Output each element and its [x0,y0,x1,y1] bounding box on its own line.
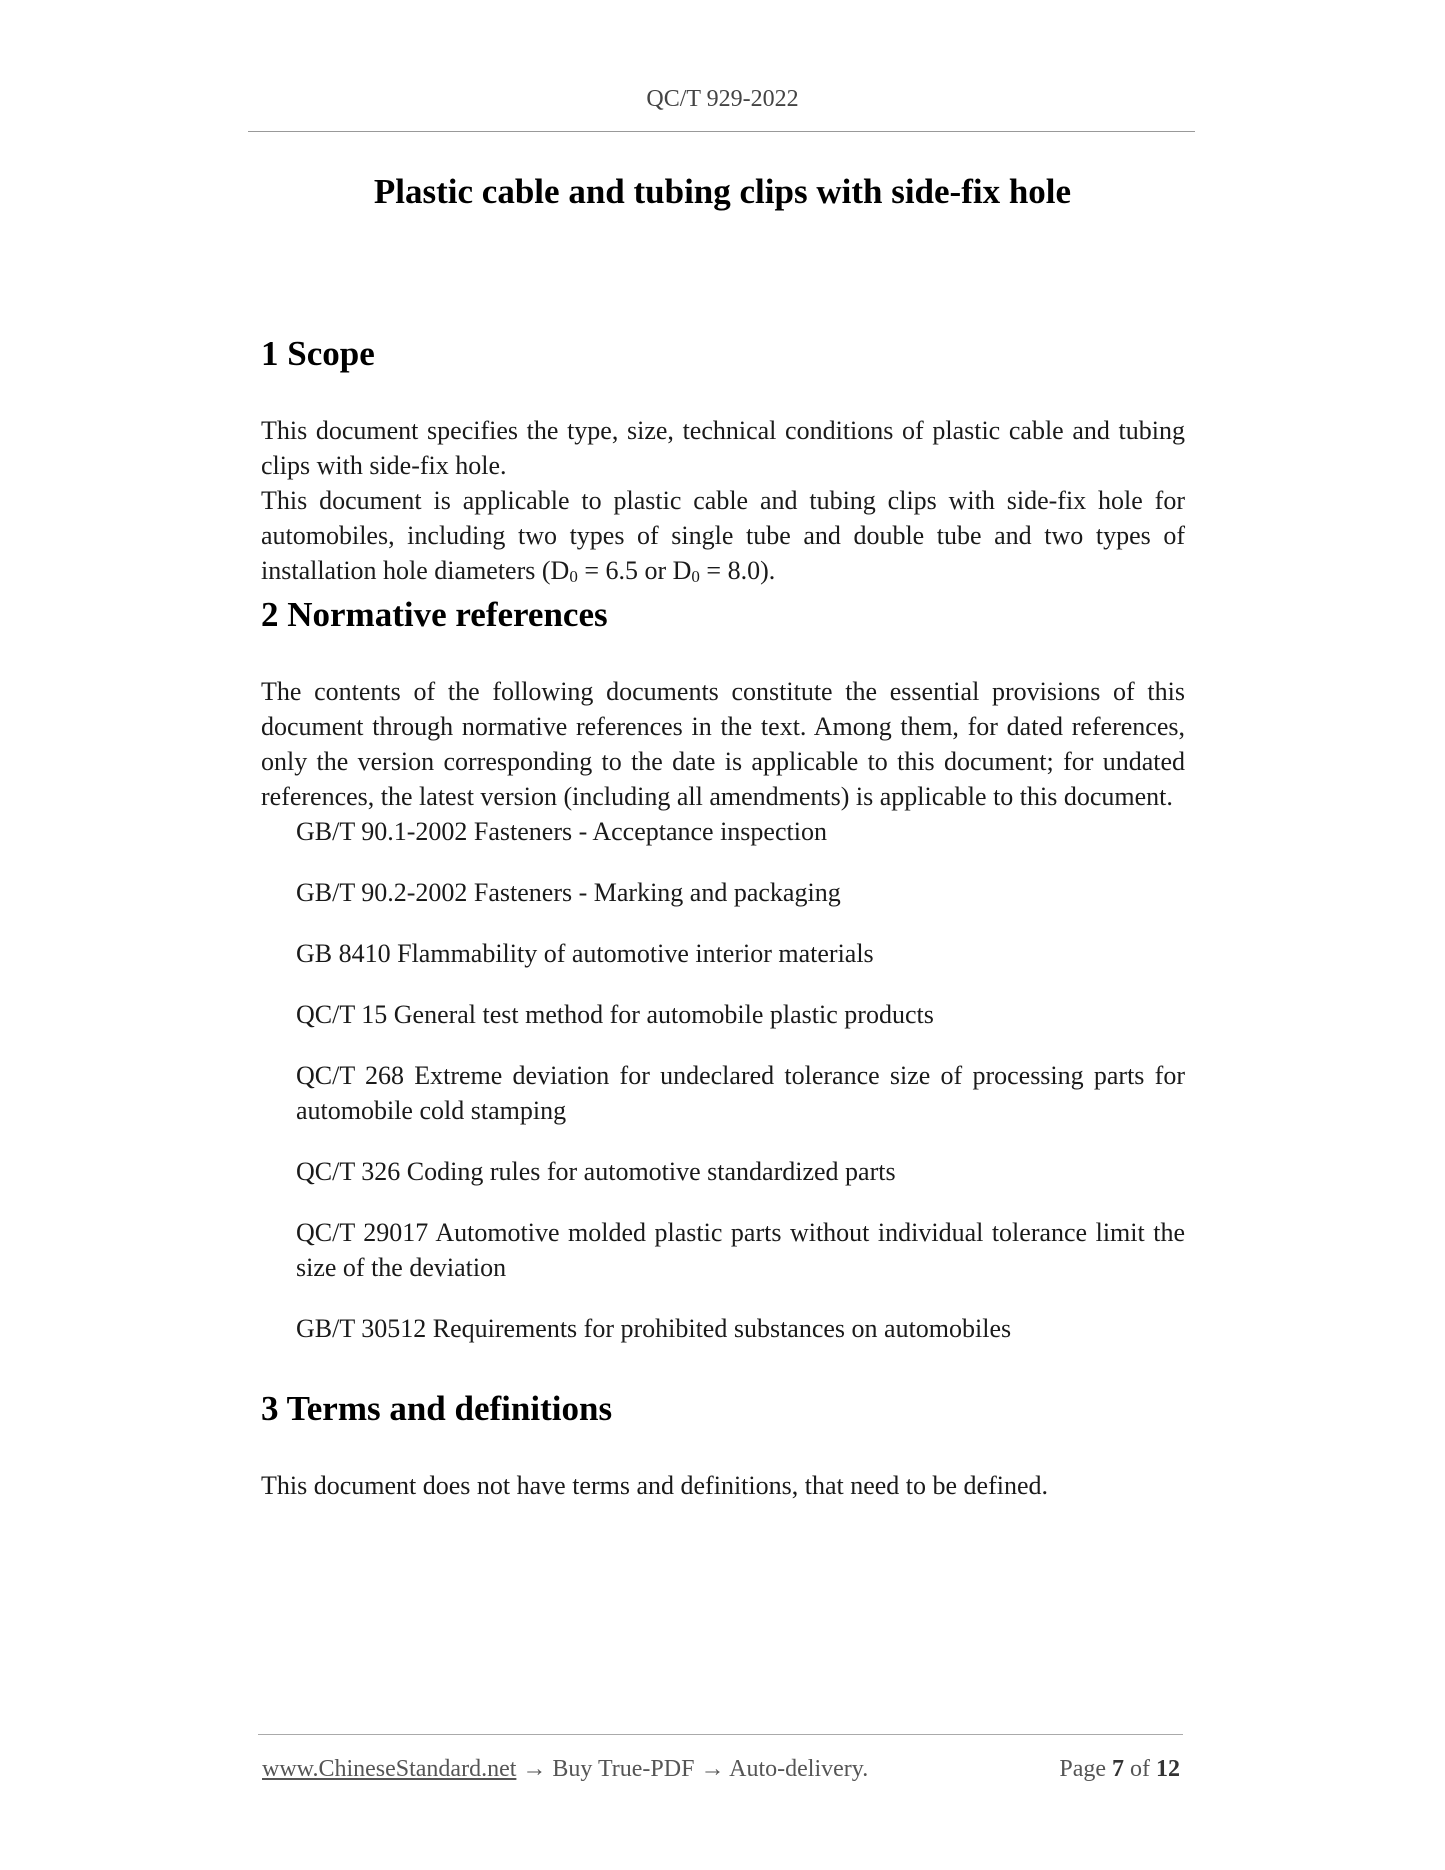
section-1-heading: 1 Scope [261,334,375,373]
subscript-zero: 0 [691,567,700,586]
arrow-right-icon: → [700,1756,725,1782]
terms-paragraph: This document does not have terms and definitions, that need to be defined. [261,1471,1049,1500]
scope-p2-text: This document is applicable to plastic cable and tubing clips with side-fix hole for automobiles, including two types of single tube and double tube and two types of installation hole diameters (D [261,486,1185,585]
scope-p2-mid: = 6.5 or D [577,556,692,585]
page-label: Page [1059,1756,1106,1782]
arrow-right-icon: → [522,1756,547,1782]
total-pages: 12 [1156,1756,1180,1782]
subscript-zero: 0 [569,567,578,586]
references-intro: The contents of the following documents constitute the essential provisions of this document through normative references in the text. Among them, for dated references, only the version corresponding to the date is applicable to this document; for undated references, the latest version (including all amendments) is applicable to this document. [261,677,1185,811]
header-divider [248,131,1195,132]
buy-pdf-text: Buy True-PDF [552,1756,695,1782]
current-page-number: 7 [1112,1756,1124,1782]
scope-paragraph-1: This document specifies the type, size, technical conditions of plastic cable and tubing clips with side-fix hole. [261,416,1185,480]
reference-item: QC/T 326 Coding rules for automotive standardized parts [296,1157,896,1186]
of-label: of [1130,1756,1150,1782]
document-title: Plastic cable and tubing clips with side-fix hole [373,172,1072,211]
references-list [261,814,1185,1346]
reference-item: GB/T 90.1-2002 Fasteners - Acceptance inspection [296,817,827,846]
reference-item: QC/T 15 General test method for automobile plastic products [296,1000,934,1029]
auto-delivery-text: Auto-delivery. [729,1756,869,1782]
website-link[interactable]: www.ChineseStandard.net [262,1756,517,1782]
footer-divider [258,1734,1183,1735]
reference-item: QC/T 268 Extreme deviation for undeclared tolerance size of processing parts for automobile cold stamping [296,1061,1185,1125]
section-2-heading: 2 Normative references [261,595,608,634]
scope-paragraph-2 [261,483,1185,588]
scope-p2-end: = 8.0). [699,556,776,585]
reference-item: GB/T 30512 Requirements for prohibited substances on automobiles [296,1314,1012,1343]
reference-item: GB/T 90.2-2002 Fasteners - Marking and packaging [296,878,841,907]
header-standard-code: QC/T 929-2022 [646,86,799,112]
reference-item: GB 8410 Flammability of automotive interior materials [296,939,874,968]
document-body [261,327,1185,1503]
reference-item: QC/T 29017 Automotive molded plastic parts without individual tolerance limit the size of the deviation [296,1218,1185,1282]
footer-promo [262,1756,868,1783]
page-indicator [1059,1756,1180,1783]
section-3-heading: 3 Terms and definitions [261,1389,613,1428]
